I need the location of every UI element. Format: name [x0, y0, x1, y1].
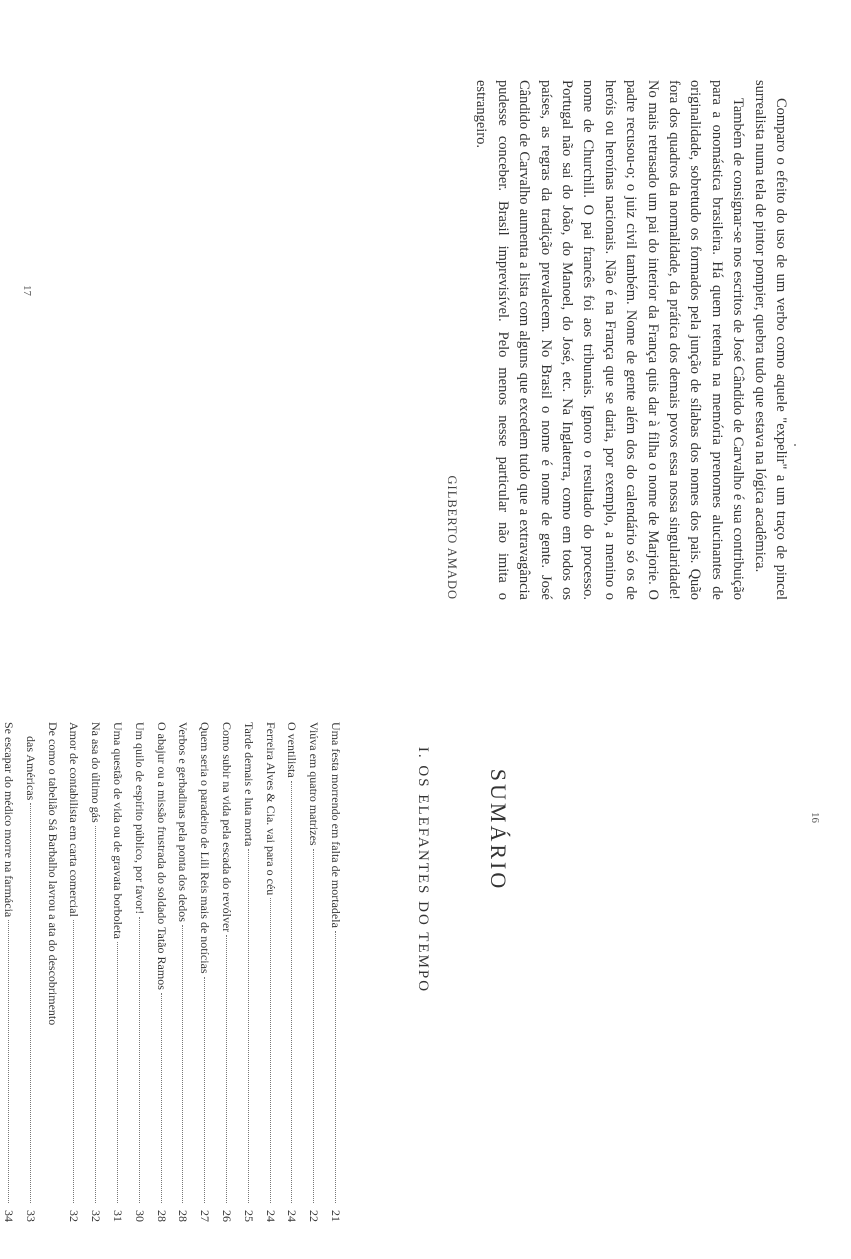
- toc-entry-title: Na asa do último gás: [89, 722, 104, 823]
- toc-leader-dots: [270, 898, 271, 1203]
- toc-entry: [19, 722, 41, 1222]
- toc-entry-title: O ventilista: [285, 722, 300, 778]
- toc-entry-page: 32: [67, 1210, 82, 1222]
- author-signature: GILBERTO AMADO: [444, 475, 459, 600]
- toc-entry-page: 34: [2, 1210, 17, 1222]
- toc-entry-page: 28: [176, 1210, 191, 1222]
- toc-entry: [324, 722, 346, 1222]
- toc-entry: [128, 722, 150, 1222]
- toc-entry-title: Uma festa morrendo em falta de mortadela: [329, 722, 343, 928]
- toc-entry-page: 32: [89, 1210, 104, 1222]
- toc-leader-dots: [139, 917, 140, 1203]
- preface-paragraph-2: Também de consignar-se nos escritos de José Cândido de Carvalho é sua contribuição para a onomástica brasileira. Há quem retenha na memória prenomes alucinantes de originalidade, sobretudo os formados pela junção de sílabas dos nomes dos pais. Quão fora dos quadros da normalidade, da prática dos demais povos essa nossa singularidade! No mais retrasado um pai do interior da França quis dar à filha o nome de Marjorie. O padre recusou-o; o juiz civil também. Nome de gente além dos do calendário só os de heróis ou heroínas nacionais. Não é na França que se daria, por exemplo, a menino o nome de Churchill. O pai francês foi aos tribunais. Ignoro o resultado do processo. Portugal não sai do João, do Manoel, do José, etc. Na Inglaterra, como em todos os países, as regras da tradição prevalecem. No Brasil o nome é nome de gente. José Cândido de Carvalho aumenta a lista com alguns que excedem tudo que a extravagância pudesse conceber. Brasil imprevisível. Pelo menos nesse particular não imita o estrangeiro.: [473, 80, 747, 600]
- toc-entry-title: Tarde demais e luta morta: [241, 722, 256, 847]
- toc-leader-dots: [8, 920, 9, 1203]
- toc-entry: [106, 722, 128, 1222]
- toc-entry-page: 25: [241, 1210, 256, 1222]
- toc-leader-dots: [335, 931, 336, 1203]
- toc-entry-page: 24: [263, 1210, 278, 1222]
- toc-entry-page: 24: [285, 1210, 300, 1222]
- toc-entry-page: 26: [220, 1210, 235, 1222]
- toc-entry-page: 31: [111, 1210, 126, 1222]
- toc-entry: [193, 722, 215, 1222]
- toc-leader-dots: [161, 993, 162, 1203]
- toc-entry: [237, 722, 259, 1222]
- toc-entry-title: das Américas: [23, 736, 38, 801]
- toc-entry: [259, 722, 281, 1222]
- toc-entry-page: 27: [198, 1210, 213, 1222]
- toc-entry-title: Amor de contabilista em carta comercial: [67, 722, 82, 917]
- page-number-left: 16: [809, 812, 821, 823]
- toc-entry: [172, 722, 194, 1222]
- toc-leader-dots: [226, 935, 227, 1203]
- toc-leader-dots: [313, 849, 314, 1203]
- preface-text: [441, 80, 792, 600]
- toc-entry-page: 21: [329, 1210, 343, 1222]
- toc-leader-dots: [248, 849, 249, 1203]
- toc-entry-title: O abajur ou a missão frustrada do soldado Tatão Ramos: [154, 722, 169, 990]
- toc-entry-title: De como o tabelião Sá Barbalho lavrou a ata do descobrimento: [45, 722, 60, 1026]
- toc-leader-dots: [117, 942, 118, 1203]
- toc-entry-title: Viúva em quatro matrizes: [307, 722, 322, 846]
- section-title: I. OS ELEFANTES DO TEMPO: [415, 746, 431, 994]
- toc-entry-page: 30: [132, 1210, 147, 1222]
- toc-entry-title: Quem seria o paradeiro de Lili Reis mais de notícias: [198, 722, 213, 974]
- page-number-right: 17: [21, 285, 33, 296]
- toc-entry-title: Como subir na vida pela escada do revólver: [220, 722, 235, 933]
- toc-entry-title: Um quilo de espírito público, por favor!: [132, 722, 147, 915]
- toc-entry-page: 28: [154, 1210, 169, 1222]
- toc-leader-dots: [73, 920, 74, 1203]
- toc-leader-dots: [95, 826, 96, 1203]
- toc-entry: [41, 722, 63, 1222]
- speck-mark: [794, 444, 796, 446]
- toc-leader-dots: [182, 925, 183, 1203]
- toc-entry: [84, 722, 106, 1222]
- toc-leader-dots: [291, 781, 292, 1203]
- toc-entry: [215, 722, 237, 1222]
- toc-entry-title: Verbos e gerbadinas pela ponta dos dedos: [176, 722, 191, 922]
- toc-entry: [281, 722, 303, 1222]
- toc-leader-dots: [30, 803, 31, 1203]
- toc-entry-page: 22: [307, 1210, 322, 1222]
- toc-entry-page: 33: [23, 1210, 38, 1222]
- toc-list: [0, 722, 346, 1222]
- toc-entry: [0, 722, 19, 1222]
- toc-leader-dots: [204, 977, 205, 1203]
- toc-entry: [302, 722, 324, 1222]
- toc-title: SUMÁRIO: [486, 768, 511, 892]
- toc-entry-title: Uma questão de vida ou de gravata borboleta: [111, 722, 126, 939]
- toc-entry-title: Ferreira Alves & Cia. vai para o céu: [263, 722, 278, 896]
- toc-entry: [150, 722, 172, 1222]
- toc-entry: [63, 722, 85, 1222]
- toc-entry-title: Se escapar do médico morre na farmácia: [2, 722, 17, 918]
- preface-paragraph-1: Comparo o efeito do uso de um verbo como aquele "expelir" a um traço de pincel surrealista numa tela de pintor pompier, quebra tudo que estava na lógica acadêmica.: [751, 80, 789, 600]
